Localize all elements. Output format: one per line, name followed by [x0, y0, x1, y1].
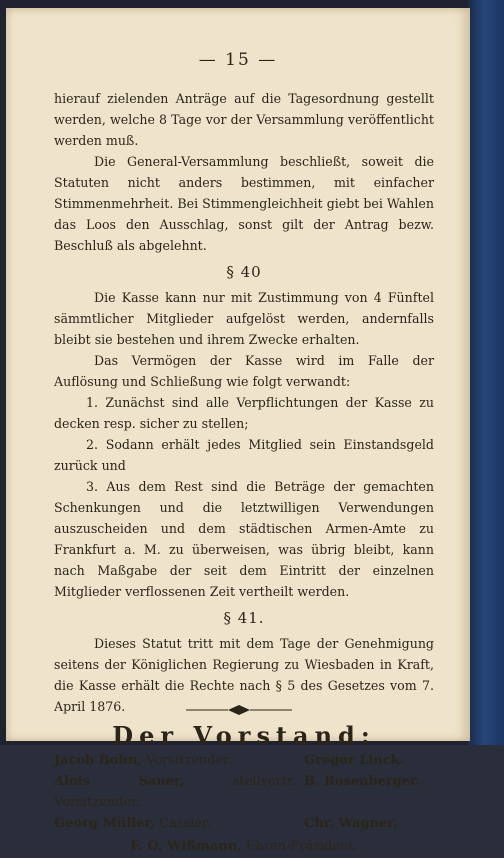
board-members — [54, 750, 434, 834]
list-item-2: 2. Sodann erhält jedes Mitglied sein Einstandsgeld zurück und — [54, 437, 434, 473]
book-page — [6, 8, 470, 854]
ornament-divider-icon — [184, 704, 294, 716]
board-member-right: Chr. Wagner. — [304, 816, 398, 831]
paragraph-aufloesung: Die Kasse kann nur mit Zustimmung von 4 Fünftel sämmtlicher Mitglieder aufgelöst werden, andernfalls bleibt sie bestehen und ihrem Zwecke erhalten. — [54, 290, 434, 347]
list-item-3: 3. Aus dem Rest sind die Beträge der gemachten Schenkungen und die letztwilligen Verwendungen auszuscheiden und dem städtischen Armen-Amte zu Frankfurt a. M. zu überweisen, was übrig bleibt, kann nach Maßgabe der seit dem Eintritt der einzelnen Mitglieder verflossenen Zeit vertheilt werden. — [54, 479, 434, 599]
paragraph-continuation: hierauf zielenden Anträge auf die Tagesordnung gestellt werden, welche 8 Tage vor der Versammlung veröffentlicht werden muß. — [54, 91, 434, 148]
board-member-left: Alois Sauer, stellvertr. Vorsitzender. — [54, 774, 296, 810]
section-heading-40: § 40 — [226, 263, 262, 281]
page-number: — 15 — — [198, 50, 278, 70]
section-heading-41: § 41. — [223, 609, 265, 627]
board-title: Der Vorstand: — [112, 721, 376, 750]
paragraph-statut: Dieses Statut tritt mit dem Tage der Genehmigung seitens der Königlichen Regierung zu Wiesbaden in Kraft, die Kasse erhält die Rechte nach § 5 des Gesetzes vom 7. April 1876. — [54, 636, 434, 714]
board-member-right: Gregor Linck. — [304, 753, 405, 768]
board-member-left: Jacob Bohn, Vorsitzender. — [54, 753, 233, 768]
honorary-president: F. O. Wißmann, Ehren-Präsident. — [130, 839, 358, 854]
paragraph-general-versammlung: Die General-Versammlung beschließt, soweit die Statuten nicht anders bestimmen, mit einfacher Stimmenmehrheit. Bei Stimmengleichheit giebt bei Wahlen das Loos den Ausschlag, sonst gilt der Antrag bezw. Beschluß als abgelehnt. — [54, 154, 434, 253]
board-member-right: B. Rosenberger. — [304, 774, 421, 789]
paragraph-vermoegen: Das Vermögen der Kasse wird im Falle der Auflösung und Schließung wie folgt verwandt: — [54, 353, 434, 389]
page-body — [54, 88, 434, 858]
board-member-left: Georg Müller, Cassier. — [54, 816, 211, 831]
list-item-1: 1. Zunächst sind alle Verpflichtungen der Kasse zu decken resp. sicher zu stellen; — [54, 395, 434, 431]
book-spine — [468, 0, 504, 745]
